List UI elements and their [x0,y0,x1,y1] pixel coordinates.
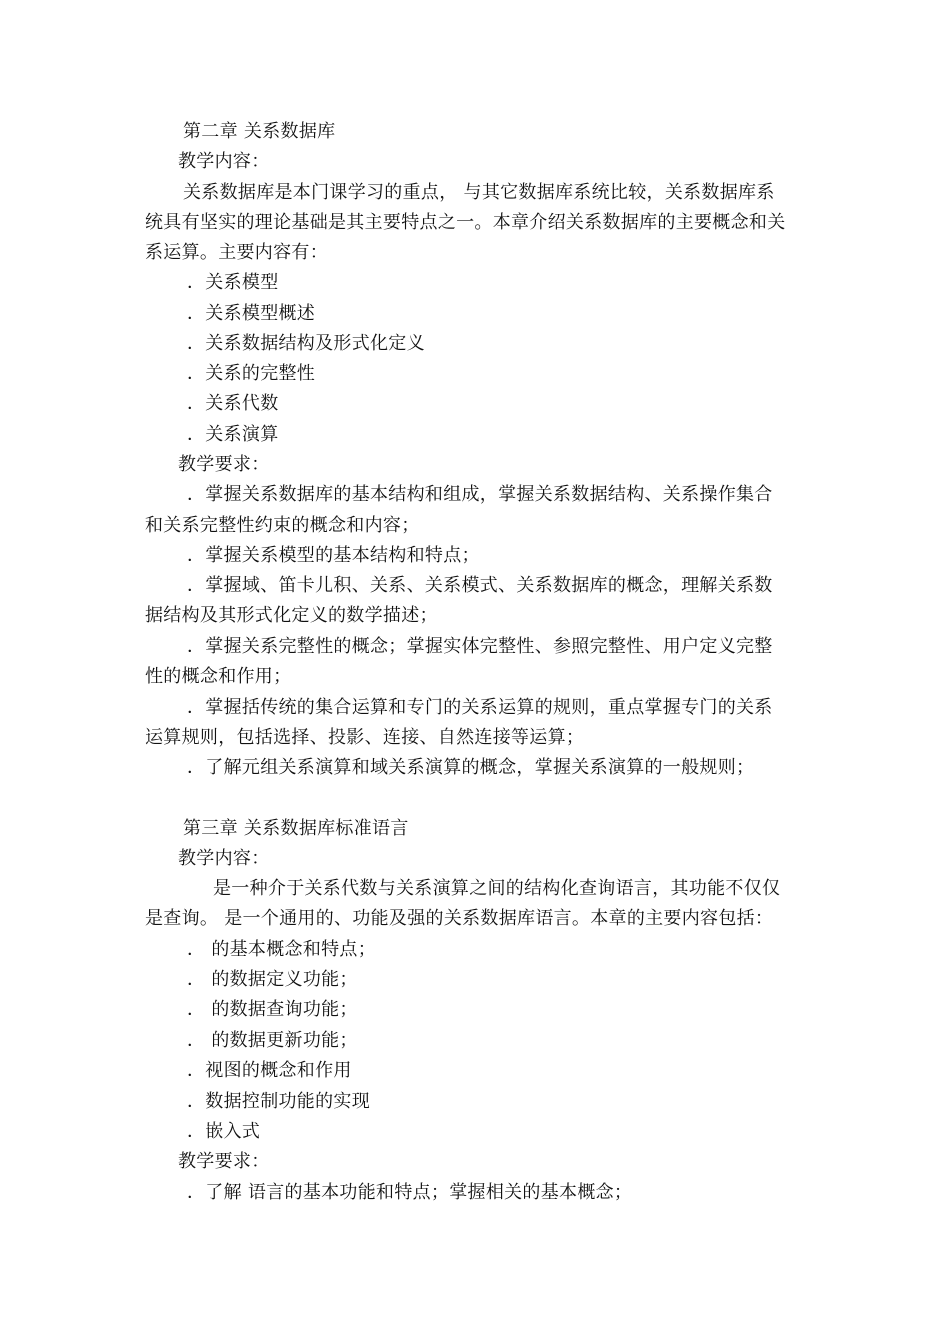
chapter2-intro-line: 统具有坚实的理论基础是其主要特点之一。本章介绍关系数据库的主要概念和关 [145,212,786,233]
chapter2-content-item: ．关系的完整性 [187,363,316,384]
chapter3-intro-line: 是一种介于关系代数与关系演算之间的结构化查询语言，其功能不仅仅 [213,878,781,899]
chapter2-content-heading: 教学内容： [178,151,270,172]
chapter2-requirement-line: 和关系完整性约束的概念和内容； [145,515,420,536]
chapter2-requirement-line: 据结构及其形式化定义的数学描述； [145,605,438,626]
chapter2-requirements-heading: 教学要求： [178,454,270,475]
chapter2-requirement-line: 运算规则，包括选择、投影、连接、自然连接等运算； [145,727,585,748]
chapter2-content-item: ．关系模型 [187,272,279,293]
chapter3-content-heading: 教学内容： [178,848,270,869]
chapter3-content-item: ．视图的概念和作用 [187,1060,352,1081]
chapter2-content-item: ．关系数据结构及形式化定义 [187,333,425,354]
chapter2-requirement-line: ．了解元组关系演算和域关系演算的概念，掌握关系演算的一般规则； [187,757,755,778]
chapter3-content-item: ． 的数据查询功能； [187,999,358,1020]
chapter2-requirement-line: ．掌握关系完整性的概念；掌握实体完整性、参照完整性、用户定义完整 [187,636,773,657]
chapter2-intro-line: 系运算。主要内容有： [145,242,328,263]
chapter2-intro-line: 关系数据库是本门课学习的重点， 与其它数据库系统比较，关系数据库系 [183,182,775,203]
chapter2-requirement-line: ．掌握括传统的集合运算和专门的关系运算的规则，重点掌握专门的关系 [187,697,773,718]
chapter3-intro-line: 是查询。 是一个通用的、功能及强的关系数据库语言。本章的主要内容包括： [145,908,774,929]
chapter3-requirements-heading: 教学要求： [178,1151,270,1172]
chapter2-content-item: ．关系模型概述 [187,303,316,324]
chapter3-requirement-line: ．了解 语言的基本功能和特点；掌握相关的基本概念； [187,1182,633,1203]
chapter3-content-item: ． 的数据定义功能； [187,969,358,990]
chapter3-content-item: ．嵌入式 [187,1121,261,1142]
chapter3-content-item: ． 的基本概念和特点； [187,939,377,960]
chapter2-requirement-line: ．掌握域、笛卡儿积、关系、关系模式、关系数据库的概念，理解关系数 [187,575,773,596]
chapter3-content-item: ．数据控制功能的实现 [187,1091,370,1112]
chapter2-content-item: ．关系代数 [187,393,279,414]
chapter2-requirement-line: 性的概念和作用； [145,666,292,687]
chapter2-content-item: ．关系演算 [187,424,279,445]
chapter2-title: 第二章 关系数据库 [183,121,336,142]
chapter2-requirement-line: ．掌握关系模型的基本结构和特点； [187,545,480,566]
chapter3-title: 第三章 关系数据库标准语言 [183,818,409,839]
chapter2-requirement-line: ．掌握关系数据库的基本结构和组成，掌握关系数据结构、关系操作集合 [187,484,773,505]
chapter3-content-item: ． 的数据更新功能； [187,1030,358,1051]
